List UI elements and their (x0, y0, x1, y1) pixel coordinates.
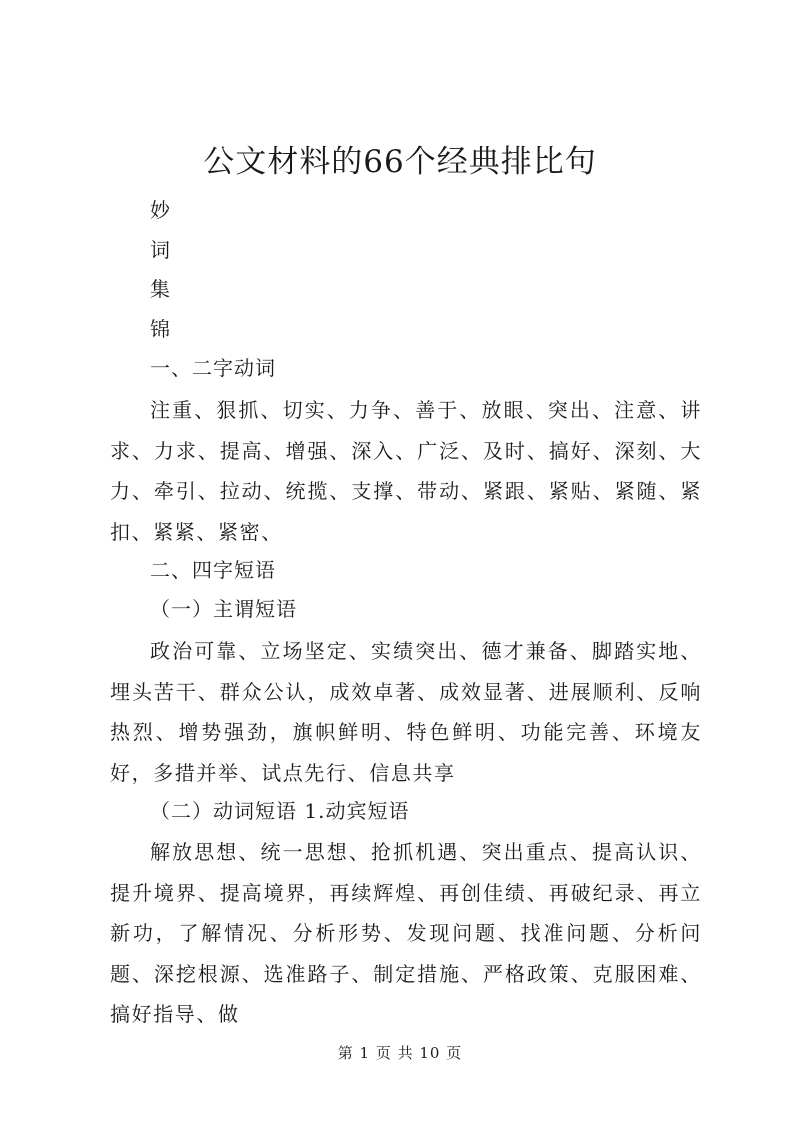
subsection-heading-verb-phrases: （二）动词短语 1.动宾短语 (150, 799, 410, 823)
section-body-verbs: 注重、狠抓、切实、力争、善于、放眼、突出、注意、讲求、力求、提高、增强、深入、广泛、及时、搞好、深刻、大力、牵引、拉动、统揽、支撑、带动、紧跟、紧贴、紧随、紧扣、紧紧、紧密、 (110, 398, 702, 544)
document-title: 公文材料的66个经典排比句 (203, 144, 597, 180)
section-heading-verbs: 一、二字动词 (150, 356, 276, 380)
vertical-heading-char-3: 集 (150, 277, 170, 301)
subsection-heading-subject-predicate: （一）主谓短语 (150, 597, 297, 621)
vertical-heading-char-2: 词 (150, 238, 170, 262)
section-heading-phrases: 二、四字短语 (150, 558, 276, 582)
subsection-body-verb-phrases: 解放思想、统一思想、抢抓机遇、突出重点、提高认识、提升境界、提高境界，再续辉煌、再创佳绩、再破纪录、再立新功，了解情况、分析形势、发现问题、找准问题、分析问题、深挖根源、选准路子、制定措施、严格政策、克服困难、搞好指导、做 (110, 840, 702, 1026)
subsection-body-subject-predicate: 政治可靠、立场坚定、实绩突出、德才兼备、脚踏实地、埋头苦干、群众公认，成效卓著、成效显著、进展顺利、反响热烈、增势强劲，旗帜鲜明、特色鲜明、功能完善、环境友好，多措并举、试点先行、信息共享 (110, 639, 702, 785)
page-footer: 第 1 页 共 10 页 (337, 1044, 463, 1062)
vertical-heading-char-4: 锦 (150, 317, 170, 341)
vertical-heading-char-1: 妙 (150, 198, 170, 222)
